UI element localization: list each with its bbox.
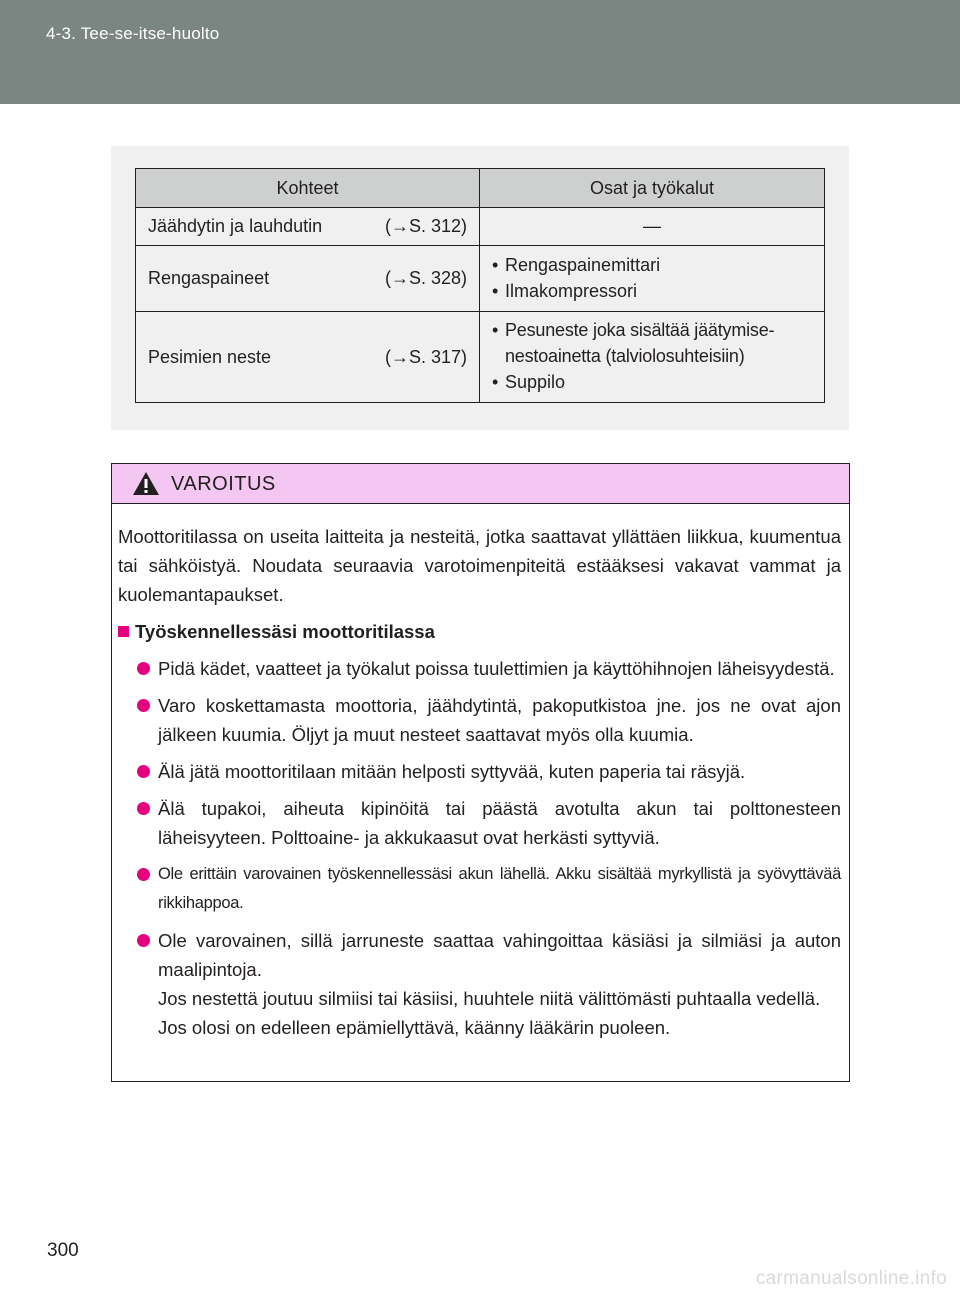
- page-reference: (→S. 317): [384, 346, 467, 367]
- part-item: Suppilo: [504, 372, 566, 392]
- list-item: [118, 794, 841, 852]
- item-label: Jäähdytin ja lauhdutin: [148, 216, 323, 236]
- table-header-items: Kohteet: [136, 169, 480, 208]
- square-bullet-icon: [118, 626, 129, 637]
- table-header-parts: Osat ja työkalut: [479, 169, 824, 208]
- bullet-icon: [137, 662, 150, 675]
- item-label: Pesimien neste: [148, 346, 272, 367]
- table-row: [136, 246, 825, 312]
- section-title: 4-3. Tee-se-itse-huolto: [46, 24, 220, 43]
- table-row: [136, 312, 825, 403]
- bullet-icon: [137, 934, 150, 947]
- list-item-text-group: [158, 926, 841, 1042]
- table-cell-parts: —: [479, 208, 824, 246]
- bullet-icon: [137, 699, 150, 712]
- item-label: Rengaspaineet: [148, 268, 270, 288]
- list-item-text: Älä tupakoi, aiheuta kipinöitä tai päästä avotulta akun tai polttonesteen läheisyyteen. Polttoaine- ja akkukaasut ovat herkästi syttyviä.: [158, 798, 841, 848]
- warning-header: [112, 464, 849, 504]
- subheading-text: Työskennellessäsi moottoritilassa: [135, 621, 435, 642]
- table-cell-item: [136, 208, 480, 246]
- page-reference: (→S. 328): [384, 268, 467, 288]
- table-cell-parts: • Rengaspainemittari • Ilmakompressori: [479, 246, 824, 312]
- list-item: [118, 691, 841, 749]
- warning-title: VAROITUS: [171, 473, 276, 495]
- bullet-icon: [137, 868, 150, 881]
- warning-subheading: [118, 617, 841, 646]
- table-cell-parts: • Pesuneste joka sisältää jäätymise-nestoainetta (talviolosuhteisiin) • Suppilo: [479, 312, 824, 403]
- page-reference: (→S. 312): [384, 216, 467, 236]
- table-cell-item: [136, 312, 480, 403]
- bullet-icon: [137, 765, 150, 778]
- watermark: carmanualsonline.info: [755, 1268, 947, 1289]
- list-item-text: Ole erittäin varovainen työskennellessäsi akun lähellä. Akku sisältää myrkyllistä ja syövyttävää rikkihappoa.: [158, 865, 841, 912]
- part-item: Rengaspainemittari: [504, 254, 661, 275]
- table-row: [136, 208, 825, 246]
- warning-body: [112, 504, 849, 1042]
- header-bar: [0, 0, 960, 104]
- table-header-row: [136, 169, 825, 208]
- list-item: [118, 654, 841, 683]
- page-number: 300: [47, 1240, 79, 1261]
- part-item: Pesuneste joka sisältää jäätymise-nestoainetta (talviolosuhteisiin): [504, 320, 775, 366]
- warning-box: [111, 463, 850, 1082]
- list-item-text: Varo koskettamasta moottoria, jäähdytintä, pakoputkistoa jne. jos ne ovat ajon jälkeen kuumia. Öljyt ja muut nesteet saattavat myös olla kuumia.: [158, 695, 841, 745]
- list-item-text: Ole varovainen, sillä jarruneste saattaa vahingoittaa käsiäsi ja silmiäsi ja auton maalipintoja.: [158, 930, 841, 980]
- list-item-text: Pidä kädet, vaatteet ja työkalut poissa tuulettimien ja käyttöhihnojen läheisyydestä.: [158, 658, 835, 679]
- table-cell-item: [136, 246, 480, 312]
- list-item-text: Älä jätä moottoritilaan mitään helposti syttyvää, kuten paperia tai räsyjä.: [158, 761, 746, 782]
- bullet-icon: [137, 802, 150, 815]
- list-item: [118, 860, 841, 918]
- part-item: Ilmakompressori: [504, 280, 638, 301]
- warning-triangle-icon: [132, 471, 160, 496]
- list-item-text: Jos olosi on edelleen epämiellyttävä, käänny lääkärin puoleen.: [158, 1017, 671, 1038]
- list-item-text: Jos nestettä joutuu silmiisi tai käsiisi, huuhtele niitä välittömästi puhtaalla vedellä.: [158, 988, 821, 1009]
- list-item: [118, 926, 841, 1042]
- list-item: [118, 757, 841, 786]
- warning-intro: Moottoritilassa on useita laitteita ja nesteitä, jotka saattavat yllättäen liikkua, kuumentua tai sähköistyä. Noudata seuraavia varotoimenpiteitä estääksesi vakavat vammat ja kuolemantapaukset.: [118, 526, 841, 605]
- maintenance-table: [135, 168, 825, 403]
